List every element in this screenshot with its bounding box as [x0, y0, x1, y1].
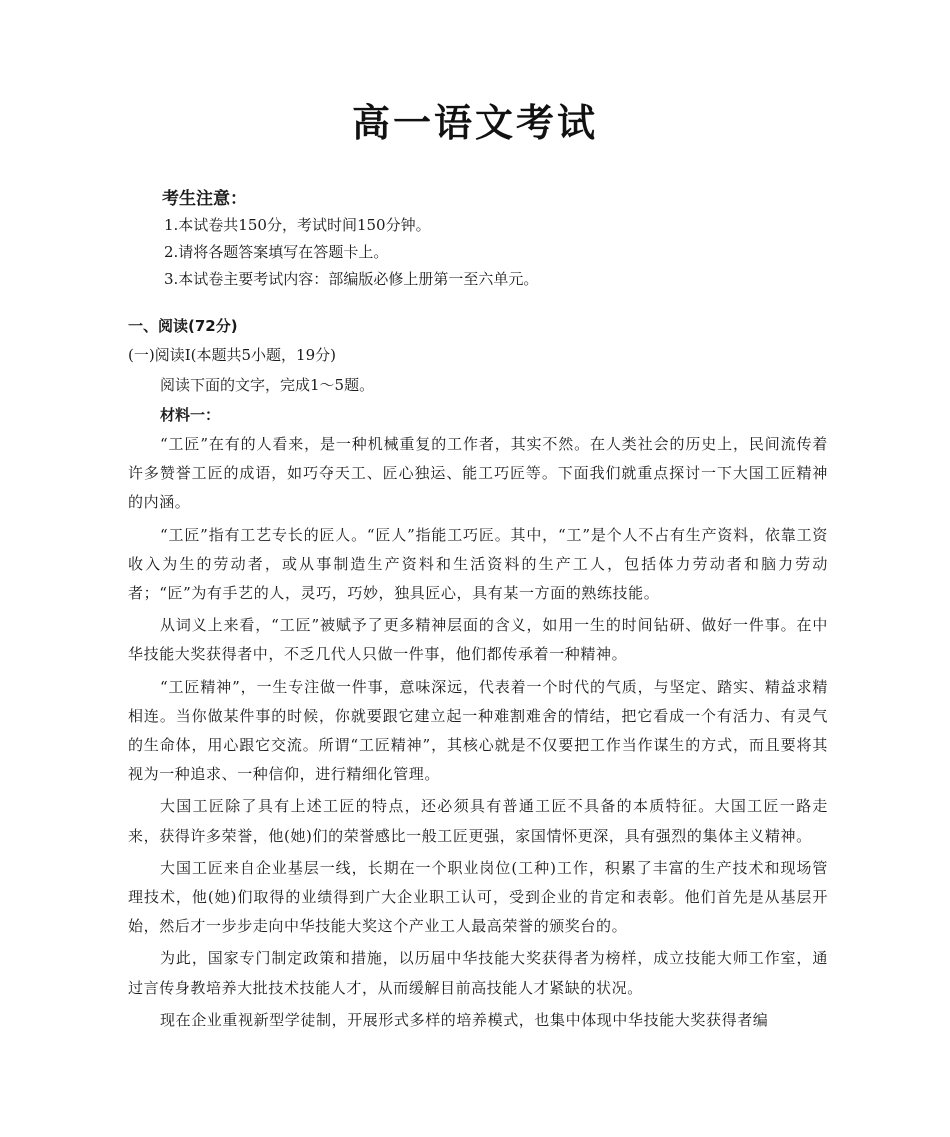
passage-paragraph: 大国工匠除了具有上述工匠的特点，还必须具有普通工匠不具备的本质特征。大国工匠一路走来，获得许多荣誉，他(她)们的荣誉感比一般工匠更强，家国情怀更深，具有强烈的集体主义精神。 [128, 797, 828, 845]
passage-paragraph: 为此，国家专门制定政策和措施，以历届中华技能大奖获得者为榜样，成立技能大师工作室，通过言传身教培养大批技术技能人才，从而缓解目前高技能人才紧缺的状况。 [128, 949, 828, 997]
subsection-heading: (一)阅读Ⅰ(本题共5小题，19分) [128, 346, 336, 364]
notice-item: 2.请将各题答案填写在答题卡上。 [164, 243, 389, 261]
notice-item: 1.本试卷共150分，考试时间150分钟。 [164, 216, 431, 234]
passage-paragraph: 大国工匠来自企业基层一线，长期在一个职业岗位(工种)工作，积累了丰富的生产技术和现场管理技术，他(她)们取得的业绩得到广大企业职工认可，受到企业的肯定和表彰。他们首先是从基层开始，然后才一步步走向中华技能大奖这个产业工人最高荣誉的颁奖台的。 [128, 858, 828, 936]
notice-heading: 考生注意： [162, 189, 247, 209]
exam-title: 高一语文考试 [351, 101, 598, 145]
passage-paragraph: “工匠”在有的人看来，是一种机械重复的工作者，其实不然。在人类社会的历史上，民间流传着许多赞誉工匠的成语，如巧夺天工、匠心独运、能工巧匠等。下面我们就重点探讨一下大国工匠精神的内涵。 [128, 435, 828, 512]
reading-instruction: 阅读下面的文字，完成1～5题。 [160, 376, 375, 394]
passage-paragraph: 现在企业重视新型学徒制，开展形式多样的培养模式，也集中体现中华技能大奖获得者编 [160, 1010, 769, 1029]
passage-paragraph: 从词义上来看，“工匠”被赋予了更多精神层面的含义，如用一生的时间钻研、做好一件事。在中华技能大奖获得者中，不乏几代人只做一件事，他们都传承着一种精神。 [128, 616, 828, 664]
reading-section [128, 312, 828, 1038]
candidate-notice [162, 186, 842, 293]
section-heading: 一、阅读(72分) [128, 317, 238, 335]
material-label: 材料一： [160, 406, 221, 424]
passage-paragraph: “工匠精神”，一生专注做一件事，意味深远，代表着一个时代的气质，与坚定、踏实、精益求精相连。当你做某件事的时候，你就要跟它建立起一种难割难舍的情结，把它看成一个有活力、有灵气的生命体，用心跟它交流。所谓“工匠精神”，其核心就是不仅要把工作当作谋生的方式，而且要将其视为一种追求、一种信仰，进行精细化管理。 [128, 677, 828, 784]
passage-paragraph: “工匠”指有工艺专长的匠人。“匠人”指能工巧匠。其中，“工”是个人不占有生产资料，依靠工资收入为生的劳动者，或从事制造生产资料和生活资料的生产工人，包括体力劳动者和脑力劳动者；“匠”为有手艺的人，灵巧，巧妙，独具匠心，具有某一方面的熟练技能。 [128, 525, 828, 603]
notice-item: 3.本试卷主要考试内容：部编版必修上册第一至六单元。 [164, 270, 539, 288]
